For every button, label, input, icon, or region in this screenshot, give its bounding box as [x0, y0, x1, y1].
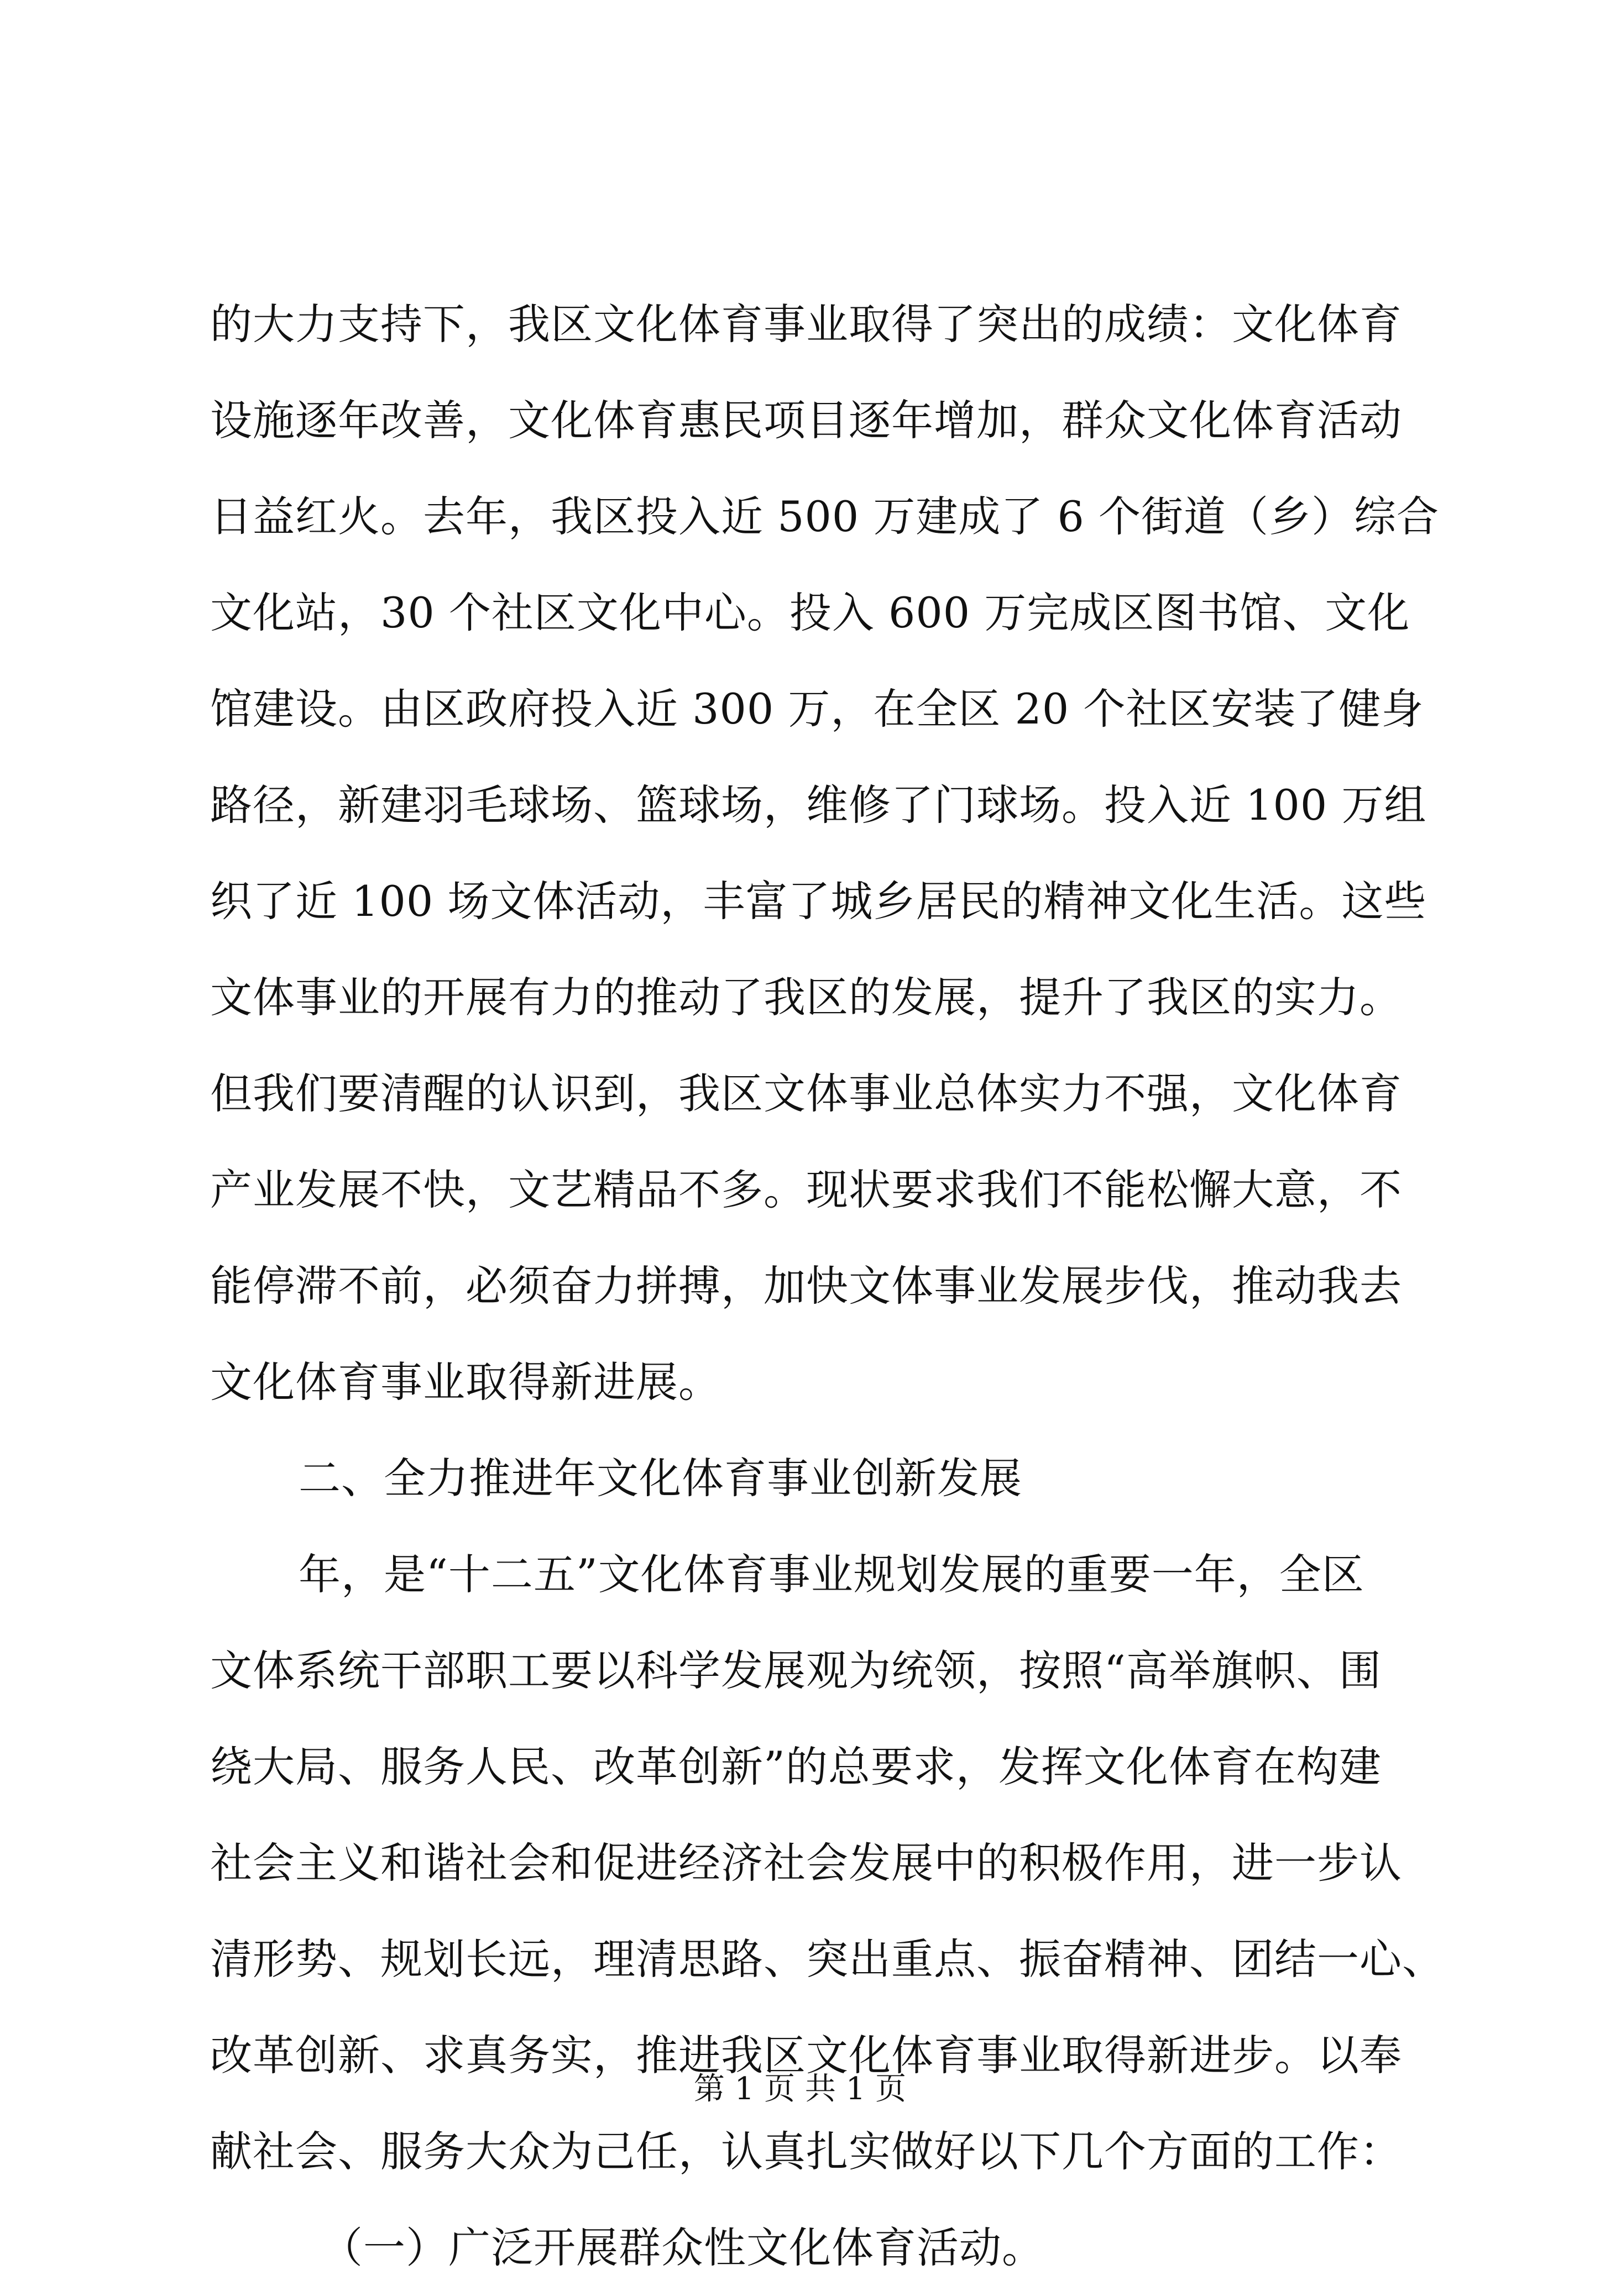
text-line: 馆建设。由区政府投入近 300 万，在全区 20 个社区安装了健身 — [210, 684, 1424, 733]
paragraph-first-line: 年，是“十二五”文化体育事业规划发展的重要一年，全区 — [299, 1550, 1364, 1599]
page-footer: 第 1 页 共 1 页 — [693, 2071, 907, 2107]
text-line: 文体系统干部职工要以科学发展观为统领，按照“高举旗帜、围 — [210, 1646, 1382, 1695]
text-line: 献社会、服务大众为己任，认真扎实做好以下几个方面的工作： — [210, 2127, 1402, 2176]
text-line: 路径，新建羽毛球场、篮球场，维修了门球场。投入近 100 万组 — [210, 780, 1427, 830]
text-line: 的大力支持下，我区文化体育事业取得了突出的成绩：文化体育 — [210, 300, 1402, 349]
text-line: 产业发展不快，文艺精品不多。现状要求我们不能松懈大意，不 — [210, 1165, 1402, 1214]
text-line: 但我们要清醒的认识到，我区文体事业总体实力不强，文化体育 — [210, 1069, 1402, 1118]
subsection-heading: （一）广泛开展群众性文化体育活动。 — [321, 2223, 1044, 2272]
text-line: 文化体育事业取得新进展。 — [210, 1357, 721, 1407]
text-line: 社会主义和谐社会和促进经济社会发展中的积极作用，进一步认 — [210, 1838, 1402, 1888]
text-line: 绕大局、服务人民、改革创新”的总要求，发挥文化体育在构建 — [210, 1742, 1382, 1791]
section-heading: 二、全力推进年文化体育事业创新发展 — [299, 1454, 1022, 1503]
text-line: 能停滞不前，必须奋力拼搏，加快文体事业发展步伐，推动我去 — [210, 1261, 1402, 1310]
text-line: 织了近 100 场文体活动，丰富了城乡居民的精神文化生活。这些 — [210, 877, 1427, 926]
text-line: 设施逐年改善，文化体育惠民项目逐年增加，群众文化体育活动 — [210, 396, 1402, 445]
text-line: 文体事业的开展有力的推动了我区的发展，提升了我区的实力。 — [210, 973, 1402, 1022]
body-text — [210, 276, 1445, 2296]
text-line: 日益红火。去年，我区投入近 500 万建成了 6 个街道（乡）综合 — [210, 492, 1440, 541]
text-line: 改革创新、求真务实，推进我区文化体育事业取得新进步。以奉 — [210, 2031, 1402, 2080]
text-line: 文化站，30 个社区文化中心。投入 600 万完成区图书馆、文化 — [210, 588, 1410, 637]
text-line: 清形势、规划长远，理清思路、突出重点、振奋精神、团结一心、 — [210, 1935, 1445, 1984]
